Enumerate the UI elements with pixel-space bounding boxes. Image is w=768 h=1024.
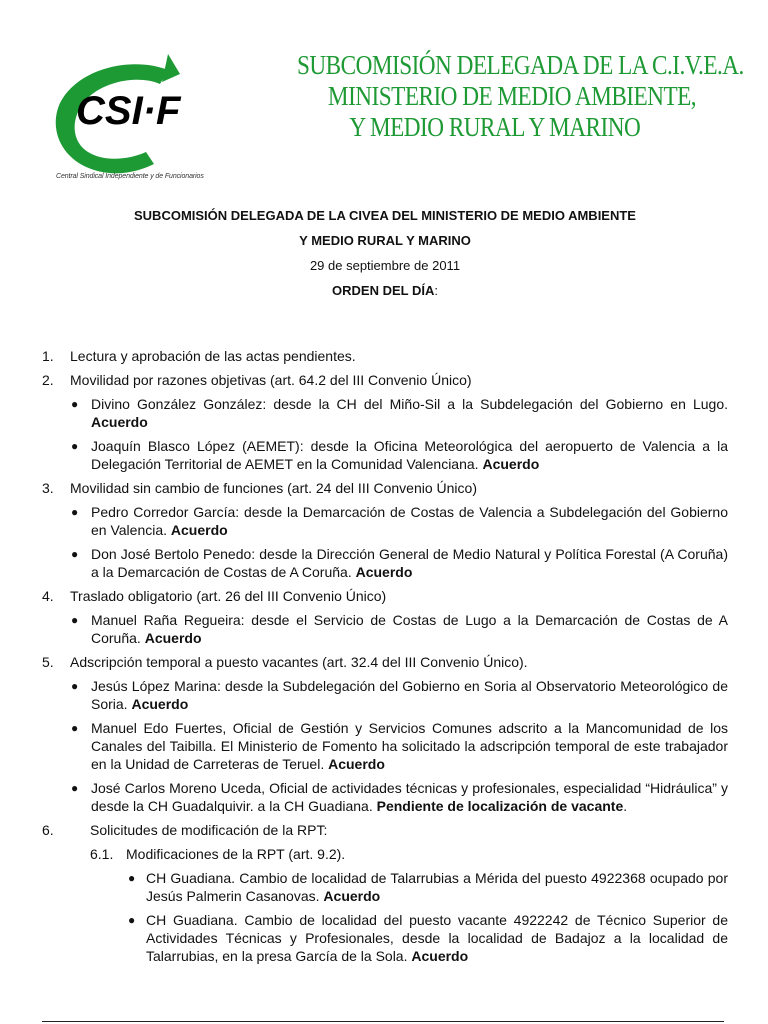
header-line-2: Y MEDIO RURAL Y MARINO [299, 233, 471, 248]
header-line-1: SUBCOMISIÓN DELEGADA DE LA CIVEA DEL MINISTERIO DE MEDIO AMBIENTE [134, 208, 636, 223]
sub-item: ● Manuel Edo Fuertes, Oficial de Gestión y Servicios Comunes adscrito a la Mancomunidad de los Canales del Taibilla. El Ministerio de Fomento ha solicitado la adscripción temporal de este trabajador en la Unidad de Carreteras de Teruel. Acuerdo [71, 720, 728, 772]
sub-item: ● CH Guadiana. Cambio de localidad del puesto vacante 4922242 de Técnico Superior de Actividades Técnicas y Profesionales, desde la localidad de Badajoz a la localidad de Talarrubias, en la presa García de la Sola. Acuerdo [128, 912, 728, 964]
logo-text: CSI·F [76, 89, 181, 133]
list-item: 5. Adscripción temporal a puesto vacantes (art. 32.4 del III Convenio Único). [42, 654, 528, 670]
footer-rule [42, 1021, 724, 1022]
list-item: 2. Movilidad por razones objetivas (art. 64.2 del III Convenio Único) [42, 372, 472, 388]
status-label: Acuerdo [170, 522, 228, 538]
status-label: Acuerdo [91, 414, 148, 430]
bullet-icon: ● [71, 781, 79, 795]
status-label: Pendiente de localización de vacante [376, 798, 624, 814]
sub-item: ● Don José Bertolo Penedo: desde la Dirección General de Medio Natural y Política Forestal (A Coruña) a la Demarcación de Costas de A Coruña. Acuerdo [71, 546, 728, 580]
bullet-icon: ● [71, 547, 79, 561]
document-header [40, 206, 730, 306]
sub-item: ● Divino González González: desde la CH del Miño-Sil a la Subdelegación del Gobierno en Lugo. Acuerdo [71, 396, 728, 430]
logo-caption: Central Sindical Independiente y de Funcionarios [56, 173, 204, 180]
status-label: Acuerdo [144, 630, 202, 646]
status-label: Acuerdo [323, 888, 381, 904]
org-title [297, 50, 744, 143]
list-item: 1. Lectura y aprobación de las actas pendientes. [42, 348, 356, 364]
agenda-list [42, 347, 728, 971]
list-item: 6. Solicitudes de modificación de la RPT: [42, 822, 328, 838]
sub-item: ● Pedro Corredor García: desde la Demarcación de Costas de Valencia a Subdelegación del Gobierno en Valencia. Acuerdo [71, 504, 728, 538]
meeting-date: 29 de septiembre de 2011 [309, 258, 461, 273]
status-label: Acuerdo [411, 948, 469, 964]
agenda-title: ORDEN DEL DÍA: [332, 283, 438, 298]
status-label: Acuerdo [131, 696, 189, 712]
status-label: Acuerdo [328, 756, 385, 772]
csif-logo [50, 48, 230, 186]
bullet-icon: ● [71, 505, 79, 519]
org-title-line-2: MINISTERIO DE MEDIO AMBIENTE, [327, 81, 697, 111]
sub-item: ● Joaquín Blasco López (AEMET): desde la Oficina Meteorológica del aeropuerto de Valencia a la Delegación Territorial de AEMET en la Comunidad Valenciana. Acuerdo [71, 438, 728, 472]
bullet-icon: ● [71, 397, 79, 411]
sub-section: 6.1. Modificaciones de la RPT (art. 9.2). [90, 846, 346, 862]
org-title-line-1: SUBCOMISIÓN DELEGADA DE LA C.I.V.E.A. [297, 50, 744, 80]
bullet-icon: ● [128, 871, 136, 885]
bullet-icon: ● [71, 679, 79, 693]
sub-item: ● José Carlos Moreno Uceda, Oficial de actividades técnicas y profesionales, especialidad “Hidráulica” y desde la CH Guadalquivir. a la CH Guadiana. Pendiente de localización de vacante. [71, 780, 728, 814]
bullet-icon: ● [71, 439, 79, 453]
bullet-icon: ● [128, 913, 136, 927]
sub-item: ● CH Guadiana. Cambio de localidad de Talarrubias a Mérida del puesto 4922368 ocupado por Jesús Palmerin Casanovas. Acuerdo [128, 870, 728, 904]
list-item: 4. Traslado obligatorio (art. 26 del III Convenio Único) [42, 588, 387, 604]
bullet-icon: ● [71, 613, 79, 627]
sub-item: ● Manuel Raña Regueira: desde el Servicio de Costas de Lugo a la Demarcación de Costas de A Coruña. Acuerdo [71, 612, 728, 646]
bullet-icon: ● [71, 721, 79, 735]
status-label: Acuerdo [482, 456, 540, 472]
sub-item: ● Jesús López Marina: desde la Subdelegación del Gobierno en Soria al Observatorio Meteorológico de Soria. Acuerdo [71, 678, 728, 712]
list-item: 3. Movilidad sin cambio de funciones (art. 24 del III Convenio Único) [42, 480, 477, 496]
org-title-line-3: Y MEDIO RURAL Y MARINO [349, 112, 641, 142]
status-label: Acuerdo [355, 564, 413, 580]
